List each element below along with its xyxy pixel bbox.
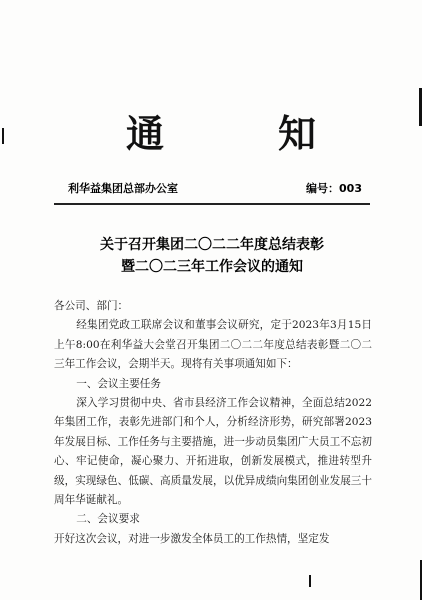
document-heading <box>54 234 370 278</box>
notice-title <box>0 110 422 158</box>
title-char: 知 <box>278 111 317 156</box>
section-title: 一、会议主要任务 <box>76 377 161 390</box>
section-paragraph: 深入学习贯彻中央、省市县经济工作会议精神，全面总结2022年集团工作，表彰先进部门和个人，分析经济形势，研究部署2023年发展目标、工作任务与主要措施，进一步动员集团广大员工不忘初心、牢记使命，凝心聚力、开拓进取，创新发展模式，推进转型升级，实现绿色、低碳、高质量发展，以优异成绩向集团创业发展三十周年华诞献礼。 <box>54 397 372 507</box>
title-char: 通 <box>126 111 165 156</box>
heading-line: 暨二〇二三年工作会议的通知 <box>121 259 303 275</box>
intro-paragraph: 经集团党政工联席会议和董事会议研究，定于2023年3月15日上午8:00在利华益大会堂召开集团二〇二二年度总结表彰暨二〇二三年工作会议，会期半天。现将有关事项通知如下： <box>54 319 372 371</box>
document-number: 编号：003 <box>306 182 362 195</box>
section-paragraph: 开好这次会议，对进一步激发全体员工的工作热情，坚定发 <box>54 532 330 545</box>
heading-line: 关于召开集团二〇二二年度总结表彰 <box>100 237 324 253</box>
document-header <box>54 180 368 198</box>
document-body <box>54 297 372 549</box>
salutation: 各公司、部门： <box>54 300 129 312</box>
section-title: 二、会议要求 <box>76 513 140 526</box>
issuer: 利华益集团总部办公室 <box>68 182 178 195</box>
header-rule <box>54 203 370 205</box>
scan-mark <box>309 575 311 587</box>
